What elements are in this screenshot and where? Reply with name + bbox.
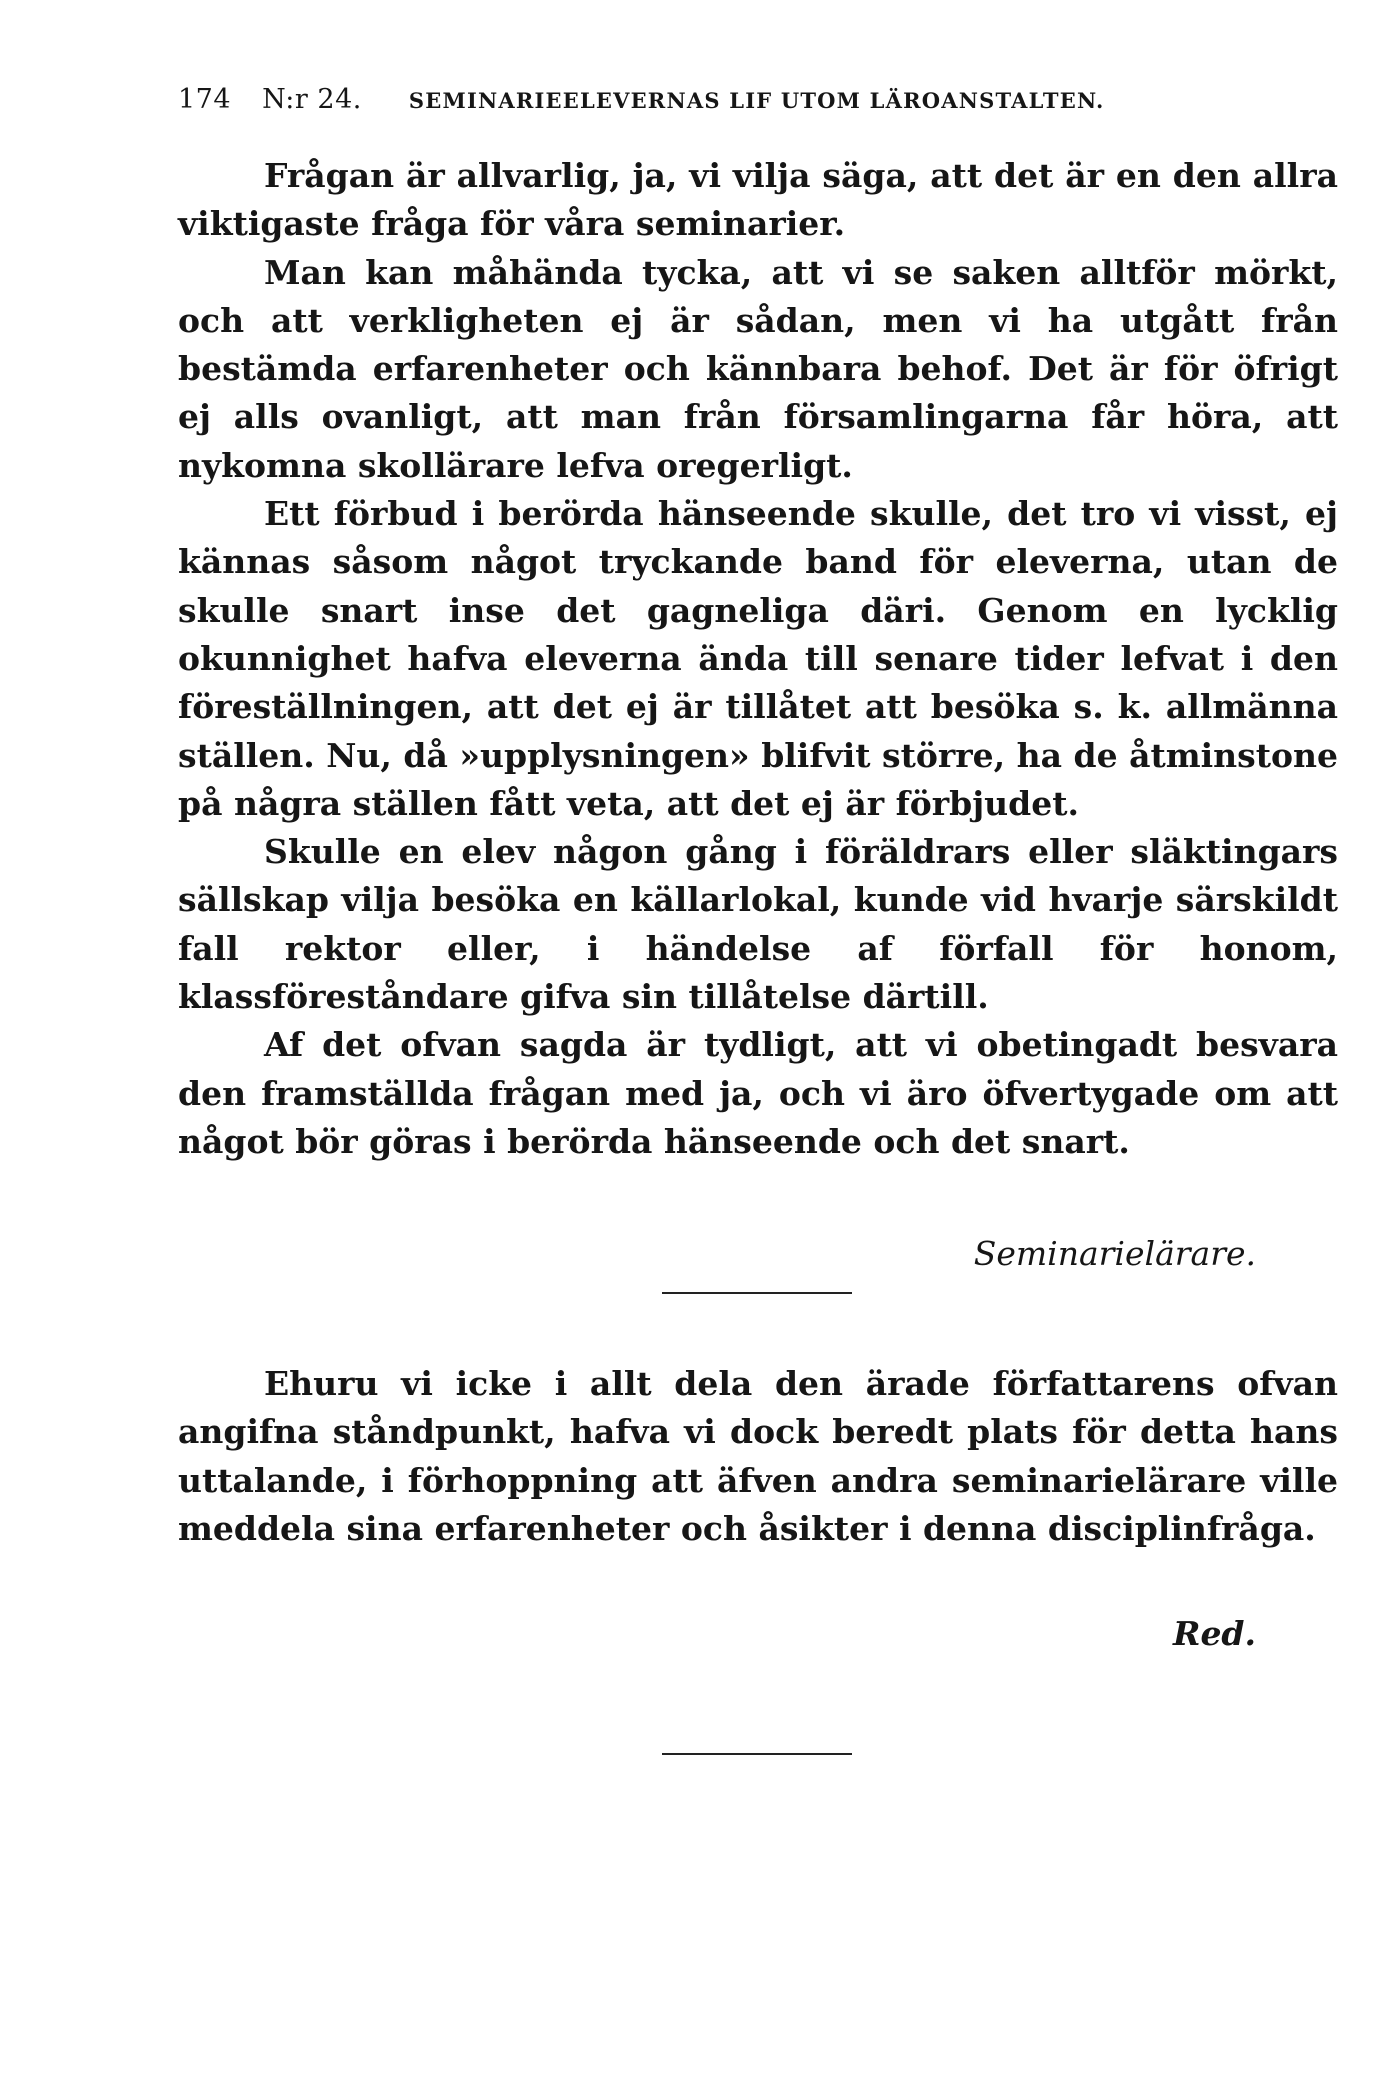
- document-page: [178, 0, 1338, 2090]
- author-signature: Seminarielärare.: [973, 1234, 1256, 1273]
- paragraph: Man kan måhända tycka, att vi se saken alltför mörkt, och att verkligheten ej är sådan, men vi ha utgått från bestämda erfarenheter och kännbara behof. Det är för öfrigt ej alls ovanligt, att man från församlingarna får höra, att nykomna skollärare lefva oregerligt.: [178, 252, 1338, 485]
- article-body: [178, 152, 1338, 1166]
- running-header: [178, 82, 1338, 119]
- section-divider: [662, 1292, 852, 1294]
- editor-note: [178, 1360, 1338, 1553]
- paragraph: Skulle en elev någon gång i föräldrars eller släktingars sällskap vilja besöka en källarlokal, kunde vid hvarje särskildt fall rektor eller, i händelse af förfall för honom, klassföreståndare gifva sin tillåtelse därtill.: [178, 832, 1338, 1017]
- paragraph: Frågan är allvarlig, ja, vi vilja säga, att det är en den allra viktigaste fråga för våra seminarier.: [178, 156, 1338, 244]
- end-divider: [662, 1753, 852, 1755]
- editor-note-paragraph: Ehuru vi icke i allt dela den ärade författarens ofvan angifna ståndpunkt, hafva vi dock beredt plats för detta hans uttalande, i förhoppning att äfven andra seminarielärare ville meddela sina erfarenheter och åsikter i denna disciplinfråga.: [178, 1364, 1338, 1548]
- page-number: 174: [178, 84, 232, 115]
- running-title: SEMINARIEELEVERNAS LIF UTOM LÄROANSTALTEN.: [408, 88, 1105, 113]
- issue-number: N:r 24.: [262, 84, 362, 115]
- paragraph: Af det ofvan sagda är tydligt, att vi obetingadt besvara den framställda frågan med ja, och vi äro öfvertygade om att något bör göras i berörda hänseende och det snart.: [178, 1025, 1338, 1161]
- editor-signature: Red.: [1173, 1614, 1256, 1653]
- paragraph: Ett förbud i berörda hänseende skulle, det tro vi visst, ej kännas såsom något tryckande band för eleverna, utan de skulle snart inse det gagneliga däri. Genom en lycklig okunnighet hafva eleverna ända till senare tider lefvat i den föreställningen, att det ej är tillåtet att besöka s. k. allmänna ställen. Nu, då »upplysningen» blifvit större, ha de åtminstone på några ställen fått veta, att det ej är förbjudet.: [178, 494, 1338, 823]
